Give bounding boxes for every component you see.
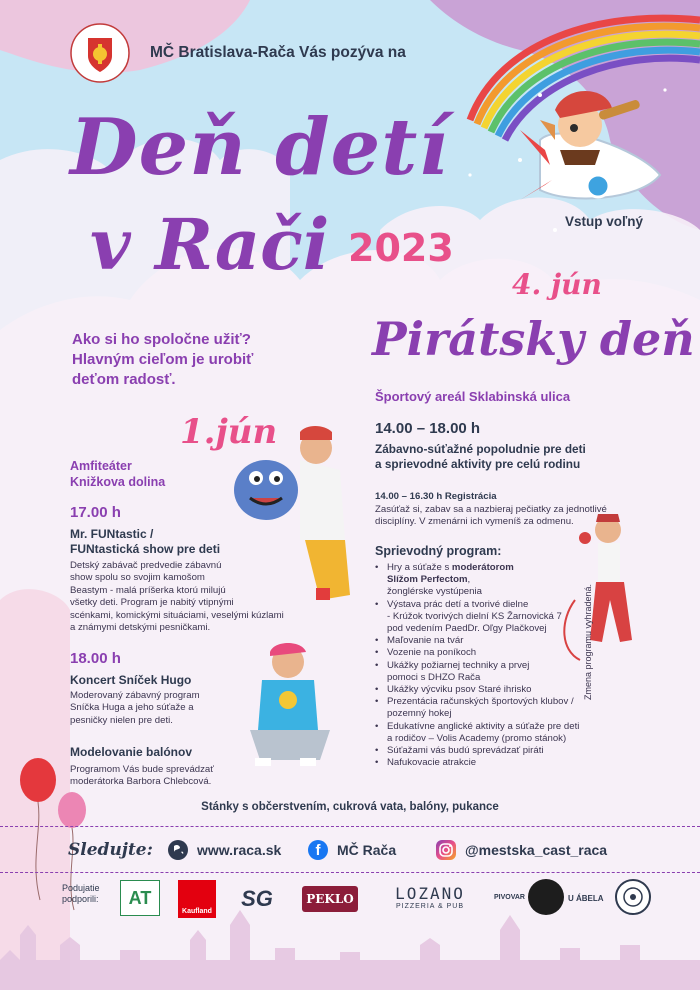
day1-venue-line1: Amfiteáter [70,459,132,473]
program-item [375,562,645,574]
title-line1: Deň detí [70,102,449,193]
title-line2: v Rači [90,203,330,286]
sponsor-at-logo: AT [120,880,160,916]
sponsor-u-abela-label: U ÁBELA [568,894,604,903]
globe-icon [168,840,188,860]
day2-theme: Pirátsky deň [372,312,695,366]
program-subline [375,574,645,586]
facebook-icon: f [308,840,328,860]
program-item: • Výstava prác detí a tvorivé dielne [375,599,645,611]
program-subline: pozemný hokej [387,708,452,720]
sponsor-peklo-logo: PEKLO [302,886,358,912]
website-link[interactable]: www.raca.sk [197,842,282,858]
sponsor-pivovar-label: PIVOVAR [494,894,525,901]
program-item: • Maľovanie na tvár [375,635,645,647]
day2-time: 14.00 – 18.00 h [375,420,481,437]
desc-line: scénkami, komickými situáciami, veselými kúzlami [70,609,284,621]
instagram-glyph [436,840,456,860]
desc-line: a známymi detskými pesničkami. [70,622,211,634]
program-items [375,562,645,574]
program-subline: pomoci s DHZO Rača [387,671,481,683]
intro-line-3: deťom radosť. [72,371,176,388]
follow-label: Sledujte: [68,840,153,860]
program-items [375,745,645,769]
event1-title [70,527,220,557]
intro-line-1: Ako si ho spoločne užiť? [72,331,251,348]
intro-text [72,330,253,390]
program-heading: Sprievodný program: [375,544,502,558]
desc-line: Sníčka Huga a jeho súťaže a [70,702,194,714]
event3-desc [70,764,214,789]
sponsors-label-1: Podujatie [62,883,100,893]
program-item: • Ukážky požiarnej techniky a prvej [375,660,645,672]
day2-date: 4. jún [512,268,602,301]
program-item: • Súťažami vás budú sprevádzať piráti [375,745,645,757]
program-items [375,721,645,733]
program-items [375,635,645,672]
pivovar-emblem-icon [528,879,564,915]
desc-line: Detský zabávač predvedie zábavnú [70,560,222,571]
day2-tagline-2: a sprievodné aktivity pre celú rodinu [375,457,581,471]
program-item: • Ukážky výcviku psov Staré ihrisko [375,684,645,696]
day2-registration-time: 14.00 – 16.30 h Registrácia [375,491,497,502]
desc-line: moderátorka Barbora Chlebcová. [70,776,212,788]
program-item-bold: Slížom Perfectom [387,574,468,586]
event1-title-1: Mr. FUNtastic / [70,527,154,541]
day2-tagline-1: Zábavno-súťažné popoludnie pre deti [375,442,586,456]
event1-title-2: FUNtastická show pre deti [70,542,221,556]
day2-registration-desc [375,504,607,529]
sponsor-lozano-logo [380,884,480,910]
title-year: 2023 [348,226,454,270]
entry-free: Vstup voľný [565,214,643,229]
program-list [375,562,645,769]
program-item: • Prezentácia računských športových klubov / [375,696,645,708]
day1-venue [70,458,165,490]
program-item-text: , [467,574,471,586]
sponsors-label-2: podporili: [62,894,99,904]
instagram-icon [436,840,456,860]
event2-desc [70,690,200,727]
desc-line: všetky deti. Program je nabitý vtipnými [70,597,234,609]
day2-venue: Športový areál Sklabinská ulica [375,389,571,404]
program-items [375,599,645,611]
desc-line: show spolu so svojim kamošom [70,572,205,584]
desc-line: Programom Vás bude sprevádzať [70,764,214,775]
program-item-text: Hry a súťaže s [387,562,452,573]
divider-bottom [0,872,700,873]
sponsor-kaufland-logo: Kaufland [178,880,216,918]
desc-line: Beastym - malá príšerka ktorú milujú [70,584,226,596]
event2-time: 18.00 h [70,650,121,667]
event2-title: Koncert Sníček Hugo [70,673,192,687]
day2-tagline [375,442,586,472]
crest-icon [70,22,130,84]
stands-info: Stánky s občerstvením, cukrová vata, balóny, pukance [201,801,499,813]
day1-date: 1.jún [180,412,278,452]
program-items [375,684,645,708]
facebook-link[interactable]: MČ Rača [337,842,397,858]
lozano-name: LOZANO [395,884,465,903]
program-item: • Edukatívne anglické aktivity a súťaže pre deti [375,721,645,733]
event1-time: 17.00 h [70,504,121,521]
registration-desc-line: Zasúťaž si, zabav sa a nazbieraj pečiatky za jednotlivé [375,504,607,515]
lozano-sub: PIZZERIA & PUB [395,903,465,910]
divider-top [0,826,700,827]
program-subline: pod vedením PaedDr. Oľgy Plačkovej [387,623,547,635]
instagram-link[interactable]: @mestska_cast_raca [465,842,608,858]
sponsor-sg-logo: SG [241,886,273,911]
registration-desc-line: disciplíny. V zmenárni ich vymeníš za odmenu. [375,516,574,528]
sponsor-seal-icon [615,879,651,915]
day1-venue-line2: Knižkova dolina [70,475,166,489]
program-change-note: Zmena programu vyhradená. [583,583,593,700]
globe-glyph [168,840,188,860]
program-item-bold: moderátorom [451,562,514,573]
program-subline: - Krúžok tvorivých dielní KS Žarnovická 7 [387,610,562,622]
program-subline: žonglérske vystúpenia [387,586,482,598]
program-item: • Nafukovacie atrakcie [375,757,645,769]
event3-title: Modelovanie balónov [70,745,193,759]
desc-line: Moderovaný zábavný program [70,690,200,701]
program-item: • Vozenie na poníkoch [375,647,645,659]
sponsors-label [62,883,100,905]
raca-crest-logo [70,22,130,84]
desc-line: pesničky nielen pre deti. [70,714,173,726]
invite-text: MČ Bratislava-Rača Vás pozýva na [150,44,406,61]
event1-desc [70,560,284,634]
intro-line-2: Hlavným cieľom je urobiť [72,351,254,368]
program-subline: a rodičov – Volis Academy (promo stánok) [387,732,567,744]
seal-glyph [617,881,649,913]
